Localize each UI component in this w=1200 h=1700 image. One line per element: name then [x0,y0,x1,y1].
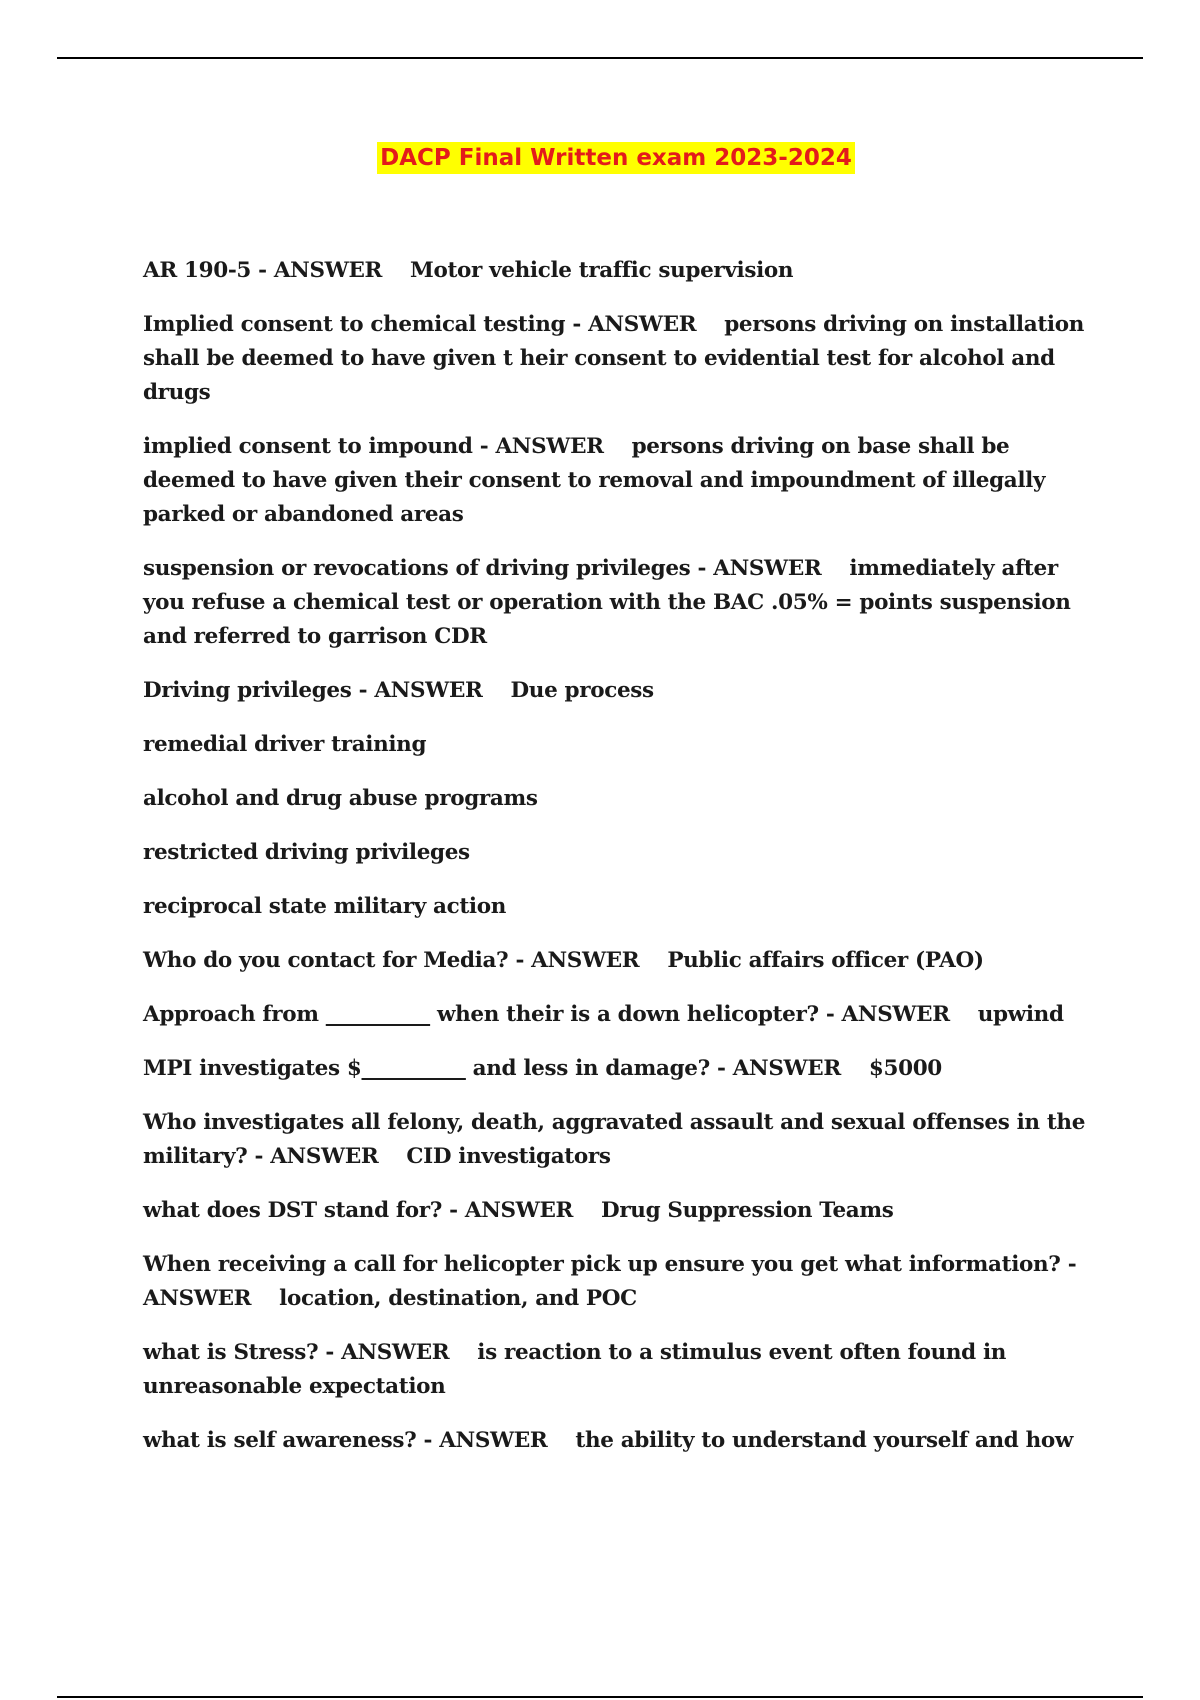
item-text: restricted driving privileges [143,840,470,865]
question: suspension or revocations of driving privileges - ANSWER [143,556,822,581]
answer: Motor vehicle traffic supervision [410,258,794,283]
question: Approach from __________ when their is a down helicopter? - ANSWER [143,1002,950,1027]
answer: persons driving on base shall be deemed to have given their consent to removal and impoundment of illegally parked or abandoned areas [143,434,1046,527]
qa-entry [143,430,1093,532]
qa-list [143,254,1093,1478]
qa-entry [143,1336,1093,1404]
list-item [143,890,1093,924]
question: Driving privileges - ANSWER [143,678,483,703]
qa-entry [143,254,1093,288]
bottom-rule [57,1696,1143,1698]
qa-entry [143,1194,1093,1228]
question: what is self awareness? - ANSWER [143,1428,548,1453]
answer: upwind [977,1002,1064,1027]
item-text: alcohol and drug abuse programs [143,786,538,811]
qa-entry [143,1248,1093,1316]
list-item [143,782,1093,816]
qa-entry [143,552,1093,654]
question: what does DST stand for? - ANSWER [143,1198,574,1223]
qa-entry [143,1424,1093,1458]
answer: persons driving on installation shall be deemed to have given t heir consent to evidential test for alcohol and drugs [143,312,1085,405]
item-text: remedial driver training [143,732,427,757]
answer: immediately after you refuse a chemical test or operation with the BAC .05% = points suspension and referred to garrison CDR [143,556,1071,649]
list-item [143,836,1093,870]
top-rule [57,57,1143,59]
question: AR 190-5 - ANSWER [143,258,383,283]
answer: is reaction to a stimulus event often found in unreasonable expectation [143,1340,1007,1399]
answer: Public affairs officer (PAO) [667,948,984,973]
list-item [143,728,1093,762]
answer: location, destination, and POC [279,1286,637,1311]
question: Who do you contact for Media? - ANSWER [143,948,640,973]
answer: $5000 [868,1056,942,1081]
answer: Due process [510,678,654,703]
qa-entry [143,674,1093,708]
answer: the ability to understand yourself and how [575,1428,1074,1453]
item-text: reciprocal state military action [143,894,507,919]
answer: CID investigators [406,1144,611,1169]
question: Implied consent to chemical testing - ANSWER [143,312,697,337]
document-title: DACP Final Written exam 2023-2024 [377,142,855,174]
qa-entry [143,944,1093,978]
qa-entry [143,998,1093,1032]
title-block [0,142,1200,174]
qa-entry [143,308,1093,410]
qa-entry [143,1052,1093,1086]
qa-entry [143,1106,1093,1174]
question: what is Stress? - ANSWER [143,1340,450,1365]
question: implied consent to impound - ANSWER [143,434,604,459]
answer: Drug Suppression Teams [601,1198,894,1223]
question: When receiving a call for helicopter pick up ensure you get what information? - ANSWER [143,1252,1077,1311]
question: MPI investigates $__________ and less in damage? - ANSWER [143,1056,841,1081]
question: Who investigates all felony, death, aggravated assault and sexual offenses in the military? - ANSWER [143,1110,1086,1169]
